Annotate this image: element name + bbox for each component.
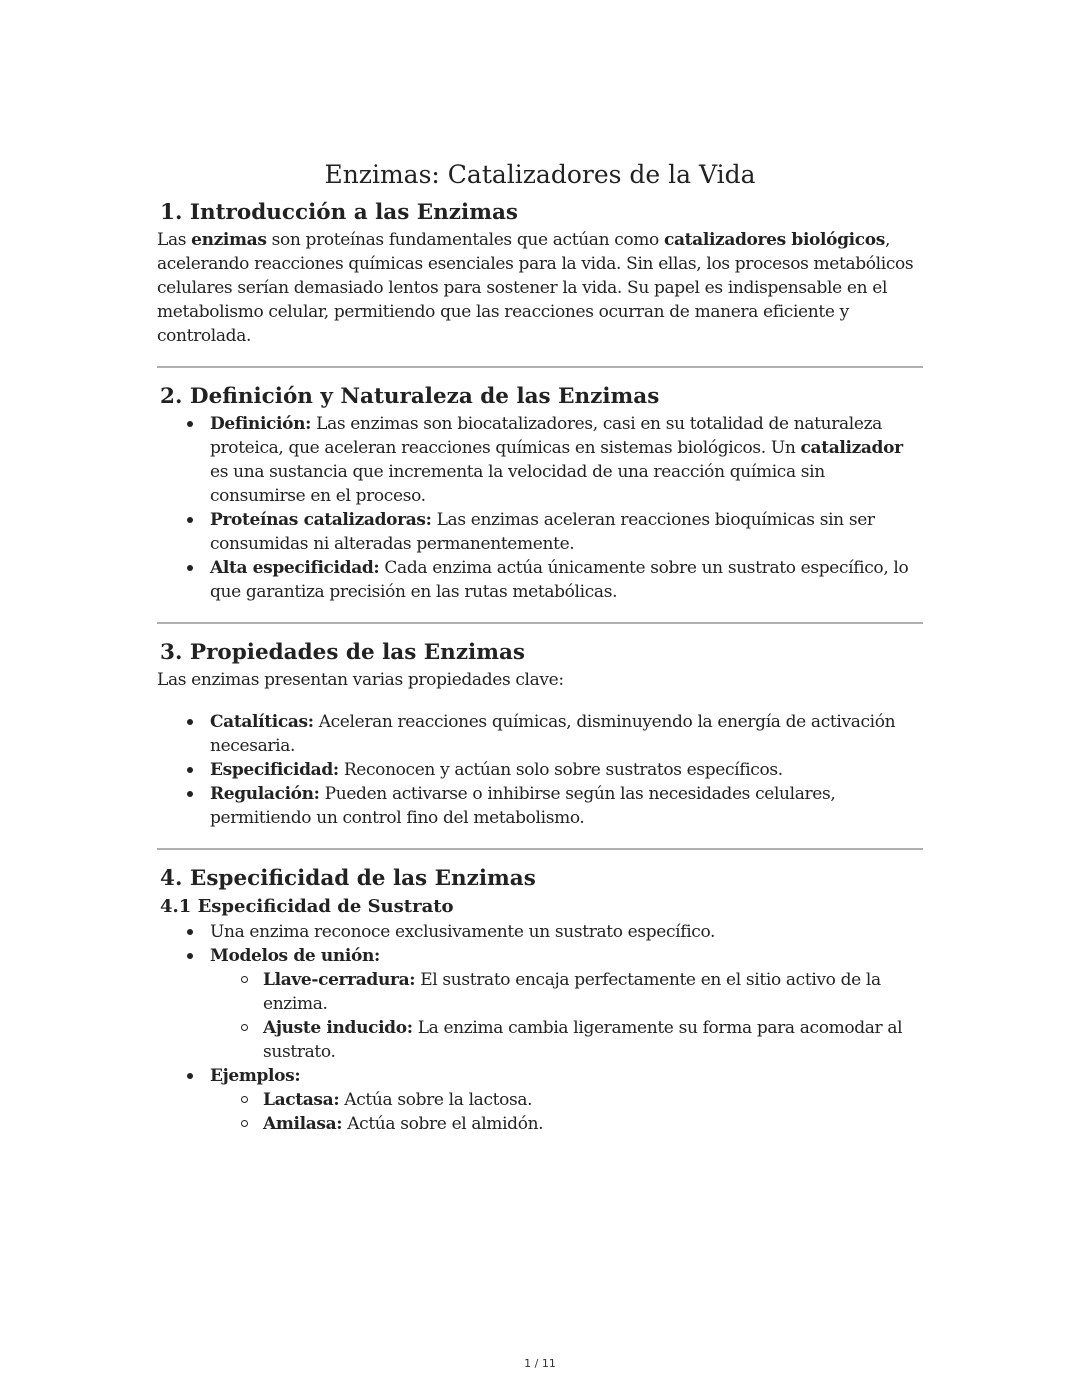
bold-text: Proteínas catalizadoras: <box>210 510 432 530</box>
text-run: son proteínas fundamentales que actúan como <box>266 230 664 250</box>
text-run: Las enzimas aceleran reacciones bioquímicas sin ser consumidas ni alteradas permanentemente. <box>210 510 875 554</box>
list-item <box>157 710 923 758</box>
list-item <box>157 944 923 968</box>
text-run: Las enzimas son biocatalizadores, casi en su totalidad de naturaleza proteica, que aceleran reacciones químicas en sistemas biológicos. Un <box>210 414 882 458</box>
text-run: El sustrato encaja perfectamente en el sitio activo de la enzima. <box>263 970 881 1014</box>
text-run: Reconocen y actúan solo sobre sustratos específicos. <box>338 760 783 780</box>
bullet-list <box>157 710 923 830</box>
list-item <box>157 1064 923 1088</box>
paragraph <box>157 668 923 692</box>
bold-text: Ajuste inducido: <box>263 1018 413 1038</box>
text-run: es una sustancia que incrementa la velocidad de una reacción química sin consumirse en el proceso. <box>210 462 825 506</box>
bold-text: Alta especificidad: <box>210 558 380 578</box>
document-content <box>157 198 923 1136</box>
text-run: Las <box>157 230 192 250</box>
section-divider <box>157 848 923 850</box>
text-run: Una enzima reconoce exclusivamente un sustrato específico. <box>210 922 716 942</box>
text-run: Cada enzima actúa únicamente sobre un sustrato específico, lo que garantiza precisión en las rutas metabólicas. <box>210 558 909 602</box>
subsection-heading: 4.1 Especificidad de Sustrato <box>160 896 454 917</box>
bullet-list <box>157 920 923 1136</box>
bold-text: Definición: <box>210 414 312 434</box>
text-run: , acelerando reacciones químicas esenciales para la vida. Sin ellas, los procesos metabólicos celulares serían demasiado lentos para sostener la vida. Su papel es indispensable en el metabolismo celular, permitiendo que las reacciones ocurran de manera eficiente y controlada. <box>157 230 914 346</box>
paragraph <box>157 228 923 348</box>
list-item <box>157 556 923 604</box>
spacer <box>157 692 923 710</box>
sub-list-item <box>157 1112 923 1136</box>
list-item <box>157 508 923 556</box>
bold-text: Amilasa: <box>263 1114 343 1134</box>
bold-text: catalizadores biológicos <box>664 230 885 250</box>
document-title: Enzimas: Catalizadores de la Vida <box>324 160 756 189</box>
sub-list-item <box>157 1088 923 1112</box>
bold-text: Modelos de unión: <box>210 946 380 966</box>
list-item <box>157 412 923 508</box>
text-run: Las enzimas presentan varias propiedades clave: <box>157 670 564 690</box>
text-run: La enzima cambia ligeramente su forma para acomodar al sustrato. <box>263 1018 903 1062</box>
section-heading: 1. Introducción a las Enzimas <box>160 200 518 225</box>
bold-text: Ejemplos: <box>210 1066 301 1086</box>
section-divider <box>157 366 923 368</box>
bold-text: Catalíticas: <box>210 712 314 732</box>
section-divider <box>157 622 923 624</box>
bold-text: Lactasa: <box>263 1090 340 1110</box>
sub-list-item <box>157 968 923 1016</box>
bold-text: catalizador <box>800 438 903 458</box>
list-item <box>157 920 923 944</box>
section-heading: 4. Especificidad de las Enzimas <box>160 866 536 891</box>
sub-list-item <box>157 1016 923 1064</box>
text-run: Actúa sobre la lactosa. <box>339 1090 533 1110</box>
text-run: Pueden activarse o inhibirse según las necesidades celulares, permitiendo un control fino del metabolismo. <box>210 784 836 828</box>
bold-text: Regulación: <box>210 784 320 804</box>
text-run: Actúa sobre el almidón. <box>342 1114 544 1134</box>
bold-text: enzimas <box>191 230 267 250</box>
document-page <box>157 158 923 1136</box>
list-item <box>157 758 923 782</box>
bullet-list <box>157 412 923 604</box>
list-item <box>157 782 923 830</box>
section-heading: 2. Definición y Naturaleza de las Enzimas <box>160 384 660 409</box>
section-heading: 3. Propiedades de las Enzimas <box>160 640 525 665</box>
bold-text: Especificidad: <box>210 760 339 780</box>
text-run: Aceleran reacciones químicas, disminuyendo la energía de activación necesaria. <box>210 712 896 756</box>
bold-text: Llave-cerradura: <box>263 970 416 990</box>
page-number: 1 / 11 <box>524 1357 556 1370</box>
